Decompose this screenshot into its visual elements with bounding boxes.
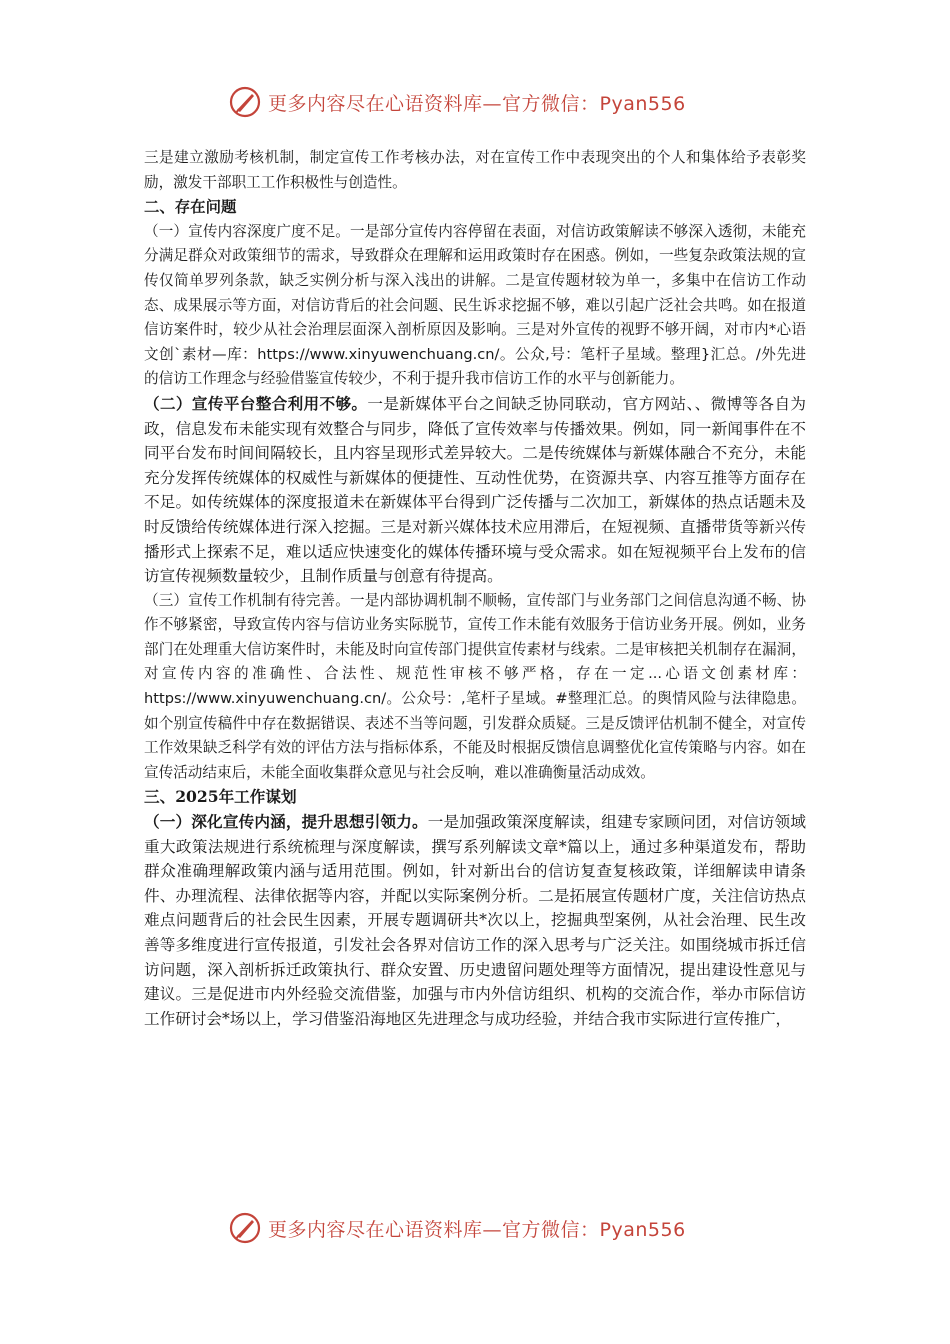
watermark-text: 更多内容尽在心语资料库—官方微信：Pyan556 [268,1218,686,1241]
s2-paragraph-1 [144,220,806,392]
s3-p1-lead: （一）深化宣传内涵，提升思想引领力。 [144,812,428,832]
s3-paragraph-1 [144,810,806,1031]
s2-paragraph-2 [144,392,806,589]
s2-p2-body: 一是新媒体平台之间缺乏协同联动，官方网站、、微博等各自为政，信息发布未能实现有效整合与同步，降低了宣传效率与传播效果。例如，同一新闻事件在不同平台发布时间间隔较长，且内容呈现形式差异较大。二是传统媒体与新媒体融合不充分，未能充分发挥传统媒体的权威性与新媒体的便捷性、互动性优势，在资源共享、内容互推等方面存在不足。如传统媒体的深度报道未在新媒体平台得到广泛传播与二次加工，新媒体的热点话题未及时反馈给传统媒体进行深入挖掘。三是对新兴媒体技术应用滞后，在短视频、直播带货等新兴传播形式上探索不足，难以适应快速变化的媒体传播环境与受众需求。如在短视频平台上发布的信访宣传视频数量较少，且制作质量与创意有待提高。 [144,394,806,586]
s2-p2-lead: （二）宣传平台整合利用不够。 [144,393,368,413]
watermark-banner-top [228,82,686,122]
s2-p3-lead: （三）宣传工作机制有待完善。 [144,591,350,609]
s2-paragraph-3 [144,589,806,786]
watermark-banner-bottom [228,1208,686,1248]
intro-paragraph: 三是建立激励考核机制，制定宣传工作考核办法，对在宣传工作中表现突出的个人和集体给予表彰奖励，激发干部职工工作积极性与创造性。 [144,149,806,191]
section-2-title: 二、存在问题 [144,198,237,217]
s3-p1-body: 一是加强政策深度解读，组建专家顾问团，对信访领域重大政策法规进行系统梳理与深度解读，撰写系列解读文章*篇以上，通过多种渠道发布，帮助群众准确理解政策内涵与适用范围。例如，针对新出台的信访复查复核政策，详细解读申请条件、办理流程、法律依据等内容，并配以实际案例分析。二是拓展宣传题材广度，关注信访热点难点问题背后的社会民生因素，开展专题调研共*次以上，挖掘典型案例，从社会治理、民生改善等多维度进行宣传报道，引发社会各界对信访工作的深入思考与广泛关注。如围绕城市拆迁信访问题，深入剖析拆迁政策执行、群众安置、历史遗留问题处理等方面情况，提出建设性意见与建议。三是促进市内外经验交流借鉴，加强与市内外信访组织、机构的交流合作，举办市际信访工作研讨会*场以上，学习借鉴沿海地区先进理念与成功经验，并结合我市实际进行宣传推广， [144,813,806,1028]
s2-p1-body: 一是部分宣传内容停留在表面，对信访政策解读不够深入透彻，未能充分满足群众对政策细节的需求，导致群众在理解和运用政策时存在困惑。例如，一些复杂政策法规的宣传仅简单罗列条款，缺乏实例分析与深入浅出的讲解。二是宣传题材较为单一，多集中在信访工作动态、成果展示等方面，对信访背后的社会问题、民生诉求挖掘不够，难以引起广泛社会共鸣。如在报道信访案件时，较少从社会治理层面深入剖析原因及影响。三是对外宣传的视野不够开阔，对市内*心语文创`素材—库：https://www.xinyuwenchuang.cn/。公众,号：笔杆子星域。整理}汇总。/外先进的信访工作理念与经验借鉴宣传较少，不利于提升我市信访工作的水平与创新能力。 [144,222,806,388]
section-3-title: 三、2025年工作谋划 [144,787,297,807]
document-body [144,146,806,1031]
s2-p1-lead: （一）宣传内容深度广度不足。 [144,222,350,240]
watermark-text: 更多内容尽在心语资料库—官方微信：Pyan556 [268,92,686,115]
s2-p3-body: 一是内部协调机制不顺畅，宣传部门与业务部门之间信息沟通不畅、协作不够紧密，导致宣传内容与信访业务实际脱节，宣传工作未能有效服务于信访业务开展。例如，业务部门在处理重大信访案件时，未能及时向宣传部门提供宣传素材与线索。二是审核把关机制存在漏洞，对宣传内容的准确性、合法性、规范性审核不够严格，存在一定...心语文创素材库：https://www.xinyuwenchuang.cn/。公众号：,笔杆子星域。#整理汇总。的舆情风险与法律隐患。如个别宣传稿件中存在数据错误、表述不当等问题，引发群众质疑。三是反馈评估机制不健全，对宣传工作效果缺乏科学有效的评估方法与指标体系，不能及时根据反馈信息调整优化宣传策略与内容。如在宣传活动结束后，未能全面收集群众意见与社会反响，难以准确衡量活动成效。 [144,591,806,781]
quill-pen-icon [228,85,262,119]
quill-pen-icon [228,1211,262,1245]
